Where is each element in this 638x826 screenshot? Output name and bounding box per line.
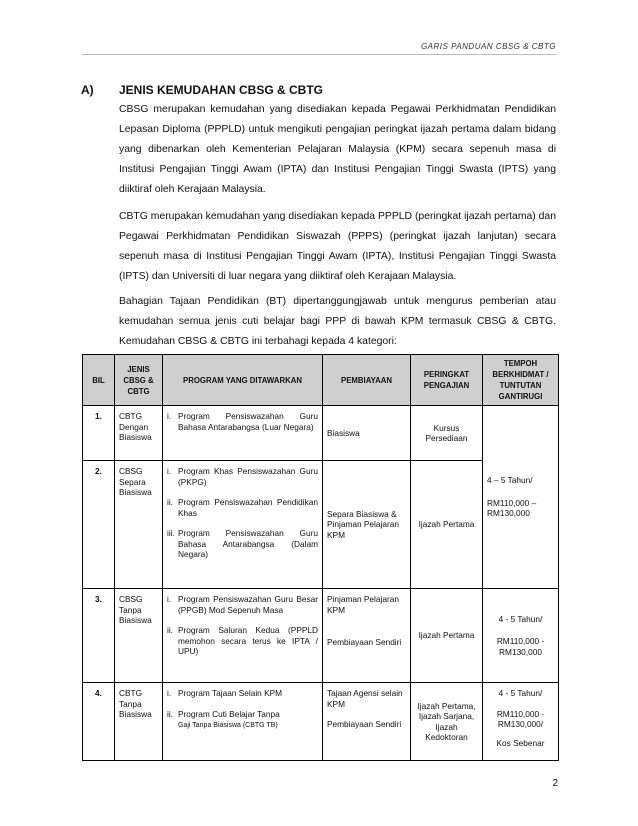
table-row: [83, 683, 559, 761]
program-number: iii.: [167, 528, 175, 538]
row-bil: 3.: [83, 589, 115, 683]
row-jenis: CBSG Tanpa Biasiswa: [115, 589, 163, 683]
header-tempoh: TEMPOH BERKHIDMAT / TUNTUTAN GANTIRUGI: [483, 355, 559, 406]
program-number: i.: [167, 688, 172, 698]
program-item: [167, 594, 318, 615]
row-tempoh-merged: [483, 406, 559, 589]
tempoh-1: 4 - 5 Tahun/: [498, 613, 543, 624]
row-jenis: CBTG Tanpa Biasiswa: [115, 683, 163, 761]
program-number: ii.: [167, 497, 173, 507]
tempoh-line1: 4 – 5 Tahun/: [487, 475, 533, 486]
program-item: [167, 528, 318, 560]
program-number: i.: [167, 411, 172, 421]
paragraph-cbsg: CBSG merupakan kemudahan yang disediakan kepada Pegawai Perkhidmatan Pendidikan Lepasan Diploma (PPPLD) untuk mengikuti pengajian peringkat ijazah pertama dalam bidang yang dibenarkan oleh Kementerian Pelajaran Malaysia (KPM) secara sepenuh masa di Institusi Pengajian Tinggi Awam (IPTA) dan Institusi Pengajian Tinggi Swasta (IPTS) yang diiktiraf oleh Kerajaan Malaysia.: [119, 104, 556, 195]
row-programs: [163, 461, 323, 589]
categories-table: [82, 354, 559, 761]
header-jenis: JENIS CBSG & CBTG: [115, 355, 163, 406]
running-header: GARIS PANDUAN CBSG & CBTG: [420, 42, 556, 51]
table-row: [83, 406, 559, 461]
row-pembiayaan: Separa Biasiswa & Pinjaman Pelajaran KPM: [323, 461, 411, 589]
row-pembiayaan: [323, 589, 411, 683]
section-letter: A): [81, 83, 94, 97]
row-tempoh: [483, 683, 559, 761]
pembiayaan-1: Pinjaman Pelajaran KPM: [327, 594, 399, 615]
tempoh-3: Kos Sebenar: [496, 737, 545, 748]
program-text-sub: Gaji Tanpa Biasiswa (CBTG TB): [178, 722, 278, 729]
row-bil: 4.: [83, 683, 115, 761]
program-number: i.: [167, 594, 172, 604]
row-pembiayaan: Biasiswa: [323, 406, 411, 461]
row-tempoh: [483, 589, 559, 683]
program-text: Program Saluran Kedua (PPPLD memohon secara terus ke IPTA / UPU): [178, 625, 318, 656]
tempoh-2: RM110,000 - RM130,000: [496, 636, 545, 657]
paragraph-cbtg: CBTG merupakan kemudahan yang disediakan kepada PPPLD (peringkat ijazah pertama) dan Pegawai Perkhidmatan Pendidikan Siswazah (PPPS) (peringkat ijazah lanjutan) secara sepenuh masa di Institusi Pengajian Tinggi Awam (IPTA), Institusi Pengajian Tinggi Swasta (IPTS) dan Universiti di luar negara yang diiktiraf oleh Kerajaan Malaysia.: [119, 211, 556, 282]
row-jenis: CBTG Dengan Biasiswa: [115, 406, 163, 461]
row-bil: 2.: [83, 461, 115, 589]
row-programs: [163, 406, 323, 461]
program-text: Program Khas Pensiswazahan Guru (PKPG): [178, 466, 318, 487]
program-text: Program Pensiswazahan Guru Bahasa Antarabangsa (Dalam Negara): [178, 528, 318, 559]
header-rule: [82, 54, 556, 55]
table-row: [83, 589, 559, 683]
program-number: ii.: [167, 625, 173, 635]
row-peringkat: Ijazah Pertama: [411, 461, 483, 589]
row-programs: [163, 683, 323, 761]
row-peringkat: Ijazah Pertama: [411, 589, 483, 683]
program-item: [167, 497, 318, 518]
program-item: [167, 466, 318, 487]
program-number: i.: [167, 466, 172, 476]
page-number: 2: [552, 778, 558, 789]
section-title: JENIS KEMUDAHAN CBSG & CBTG: [119, 83, 324, 97]
program-text: Program Pensiswazahan Guru Bahasa Antarabangsa (Luar Negara): [178, 411, 318, 432]
program-item: [167, 625, 318, 657]
paragraph-bt: Bahagian Tajaan Pendidikan (BT) dipertanggungjawab untuk mengurus pemberian atau kemudahan semua jenis cuti belajar bagi PPP di bawah KPM termasuk CBSG & CBTG. Kemudahan CBSG & CBTG ini terbahagi kepada 4 kategori:: [119, 296, 556, 347]
row-bil: 1.: [83, 406, 115, 461]
program-text: Program Pensiswazahan Guru Besar (PPGB) Mod Sepenuh Masa: [178, 594, 318, 615]
tempoh-line2: RM110,000 – RM130,000: [487, 497, 537, 519]
row-programs: [163, 589, 323, 683]
program-number: ii.: [167, 708, 173, 719]
program-text-line: Program Cuti Belajar Tanpa: [178, 708, 280, 719]
header-bil: BIL: [83, 355, 115, 406]
header-program: PROGRAM YANG DITAWARKAN: [163, 355, 323, 406]
program-item: [167, 688, 318, 699]
row-jenis: CBSG Separa Biasiswa: [115, 461, 163, 589]
table-header-row: [83, 355, 559, 406]
program-text: Program Pensiswazahan Pendidikan Khas: [178, 497, 318, 518]
pembiayaan-2: Pembiayaan Sendiri: [327, 637, 402, 647]
program-text: [178, 709, 318, 732]
pembiayaan-1: Tajaan Agensi selain KPM: [327, 688, 403, 709]
program-text: Program Tajaan Selain KPM: [178, 688, 283, 698]
row-peringkat: Ijazah Pertama, Ijazah Sarjana, Ijazah Kedoktoran: [411, 683, 483, 761]
header-peringkat: PERINGKAT PENGAJIAN: [411, 355, 483, 406]
row-peringkat: Kursus Persediaan: [411, 406, 483, 461]
header-pembiayaan: PEMBIAYAAN: [323, 355, 411, 406]
tempoh-2: RM110,000 - RM130,000/: [496, 708, 545, 729]
program-item: [167, 411, 318, 432]
row-pembiayaan: [323, 683, 411, 761]
pembiayaan-2: Pembiayaan Sendiri: [327, 719, 402, 729]
program-item: [167, 709, 318, 732]
tempoh-1: 4 - 5 Tahun/: [498, 688, 543, 698]
